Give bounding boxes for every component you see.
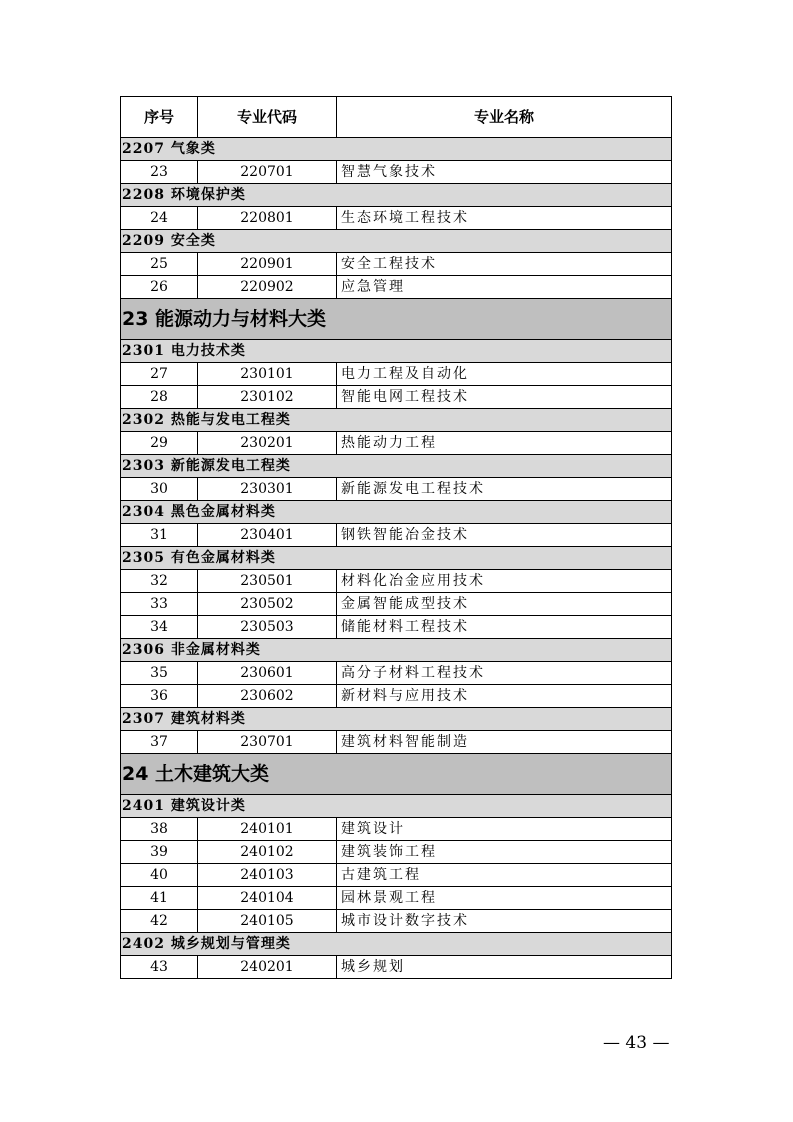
major-category-title: 24 土木建筑大类 bbox=[121, 754, 672, 795]
cell-seq: 38 bbox=[121, 818, 198, 841]
cell-code: 220902 bbox=[198, 276, 337, 299]
cell-code: 240105 bbox=[198, 910, 337, 933]
cell-seq: 29 bbox=[121, 432, 198, 455]
cell-name: 安全工程技术 bbox=[337, 253, 672, 276]
subcategory-row bbox=[121, 230, 672, 253]
cell-name: 生态环境工程技术 bbox=[337, 207, 672, 230]
cell-code: 240104 bbox=[198, 887, 337, 910]
cell-name: 储能材料工程技术 bbox=[337, 616, 672, 639]
page-number: — 43 — bbox=[603, 1033, 670, 1053]
cell-name: 材料化冶金应用技术 bbox=[337, 570, 672, 593]
cell-name: 新能源发电工程技术 bbox=[337, 478, 672, 501]
cell-name: 钢铁智能冶金技术 bbox=[337, 524, 672, 547]
table-row bbox=[121, 864, 672, 887]
cell-seq: 32 bbox=[121, 570, 198, 593]
cell-name: 智慧气象技术 bbox=[337, 161, 672, 184]
table-row bbox=[121, 276, 672, 299]
cell-name: 应急管理 bbox=[337, 276, 672, 299]
cell-name: 智能电网工程技术 bbox=[337, 386, 672, 409]
table-row bbox=[121, 524, 672, 547]
cell-seq: 31 bbox=[121, 524, 198, 547]
subcategory-title: 2307 建筑材料类 bbox=[121, 708, 672, 731]
table-body bbox=[121, 138, 672, 979]
subcategory-row bbox=[121, 708, 672, 731]
cell-seq: 42 bbox=[121, 910, 198, 933]
cell-name: 高分子材料工程技术 bbox=[337, 662, 672, 685]
cell-seq: 30 bbox=[121, 478, 198, 501]
cell-name: 新材料与应用技术 bbox=[337, 685, 672, 708]
cell-seq: 43 bbox=[121, 956, 198, 979]
table-row bbox=[121, 207, 672, 230]
subcategory-row bbox=[121, 184, 672, 207]
cell-seq: 24 bbox=[121, 207, 198, 230]
cell-name: 建筑设计 bbox=[337, 818, 672, 841]
table-row bbox=[121, 910, 672, 933]
table-row bbox=[121, 386, 672, 409]
header-code: 专业代码 bbox=[198, 97, 337, 138]
cell-code: 220901 bbox=[198, 253, 337, 276]
subcategory-title: 2402 城乡规划与管理类 bbox=[121, 933, 672, 956]
cell-seq: 40 bbox=[121, 864, 198, 887]
table-row bbox=[121, 253, 672, 276]
cell-seq: 33 bbox=[121, 593, 198, 616]
table-row bbox=[121, 956, 672, 979]
cell-seq: 34 bbox=[121, 616, 198, 639]
cell-name: 金属智能成型技术 bbox=[337, 593, 672, 616]
cell-code: 240102 bbox=[198, 841, 337, 864]
cell-code: 230602 bbox=[198, 685, 337, 708]
cell-code: 230301 bbox=[198, 478, 337, 501]
cell-name: 电力工程及自动化 bbox=[337, 363, 672, 386]
cell-code: 230401 bbox=[198, 524, 337, 547]
subcategory-title: 2305 有色金属材料类 bbox=[121, 547, 672, 570]
cell-code: 230502 bbox=[198, 593, 337, 616]
cell-seq: 41 bbox=[121, 887, 198, 910]
subcategory-row bbox=[121, 340, 672, 363]
cell-name: 城乡规划 bbox=[337, 956, 672, 979]
major-category-title: 23 能源动力与材料大类 bbox=[121, 299, 672, 340]
cell-name: 建筑材料智能制造 bbox=[337, 731, 672, 754]
cell-code: 230601 bbox=[198, 662, 337, 685]
cell-code: 220801 bbox=[198, 207, 337, 230]
subcategory-title: 2301 电力技术类 bbox=[121, 340, 672, 363]
table-row bbox=[121, 161, 672, 184]
subcategory-row bbox=[121, 933, 672, 956]
subcategory-title: 2401 建筑设计类 bbox=[121, 795, 672, 818]
table-row bbox=[121, 478, 672, 501]
cell-name: 城市设计数字技术 bbox=[337, 910, 672, 933]
subcategory-title: 2306 非金属材料类 bbox=[121, 639, 672, 662]
cell-seq: 35 bbox=[121, 662, 198, 685]
cell-name: 建筑装饰工程 bbox=[337, 841, 672, 864]
cell-code: 230503 bbox=[198, 616, 337, 639]
table-row bbox=[121, 685, 672, 708]
table-row bbox=[121, 363, 672, 386]
subcategory-title: 2303 新能源发电工程类 bbox=[121, 455, 672, 478]
cell-code: 230501 bbox=[198, 570, 337, 593]
subcategory-row bbox=[121, 547, 672, 570]
cell-seq: 25 bbox=[121, 253, 198, 276]
subcategory-row bbox=[121, 409, 672, 432]
table-row bbox=[121, 593, 672, 616]
cell-seq: 26 bbox=[121, 276, 198, 299]
subcategory-title: 2207 气象类 bbox=[121, 138, 672, 161]
cell-name: 园林景观工程 bbox=[337, 887, 672, 910]
cell-code: 230201 bbox=[198, 432, 337, 455]
cell-seq: 36 bbox=[121, 685, 198, 708]
header-seq: 序号 bbox=[121, 97, 198, 138]
table-row bbox=[121, 570, 672, 593]
subcategory-title: 2208 环境保护类 bbox=[121, 184, 672, 207]
table-row bbox=[121, 818, 672, 841]
cell-seq: 23 bbox=[121, 161, 198, 184]
table-row bbox=[121, 616, 672, 639]
cell-name: 古建筑工程 bbox=[337, 864, 672, 887]
cell-seq: 28 bbox=[121, 386, 198, 409]
major-catalog-table bbox=[120, 96, 672, 979]
cell-code: 230701 bbox=[198, 731, 337, 754]
table-row bbox=[121, 662, 672, 685]
cell-seq: 37 bbox=[121, 731, 198, 754]
subcategory-row bbox=[121, 138, 672, 161]
cell-code: 230102 bbox=[198, 386, 337, 409]
subcategory-title: 2302 热能与发电工程类 bbox=[121, 409, 672, 432]
major-category-row bbox=[121, 299, 672, 340]
table-header-row bbox=[121, 97, 672, 138]
cell-seq: 27 bbox=[121, 363, 198, 386]
cell-code: 240101 bbox=[198, 818, 337, 841]
cell-code: 240103 bbox=[198, 864, 337, 887]
document-page bbox=[120, 96, 671, 979]
subcategory-row bbox=[121, 501, 672, 524]
subcategory-row bbox=[121, 795, 672, 818]
major-category-row bbox=[121, 754, 672, 795]
subcategory-row bbox=[121, 455, 672, 478]
cell-name: 热能动力工程 bbox=[337, 432, 672, 455]
cell-code: 230101 bbox=[198, 363, 337, 386]
header-name: 专业名称 bbox=[337, 97, 672, 138]
subcategory-title: 2209 安全类 bbox=[121, 230, 672, 253]
table-row bbox=[121, 887, 672, 910]
table-row bbox=[121, 841, 672, 864]
subcategory-title: 2304 黑色金属材料类 bbox=[121, 501, 672, 524]
cell-code: 240201 bbox=[198, 956, 337, 979]
table-row bbox=[121, 432, 672, 455]
cell-seq: 39 bbox=[121, 841, 198, 864]
cell-code: 220701 bbox=[198, 161, 337, 184]
table-row bbox=[121, 731, 672, 754]
subcategory-row bbox=[121, 639, 672, 662]
